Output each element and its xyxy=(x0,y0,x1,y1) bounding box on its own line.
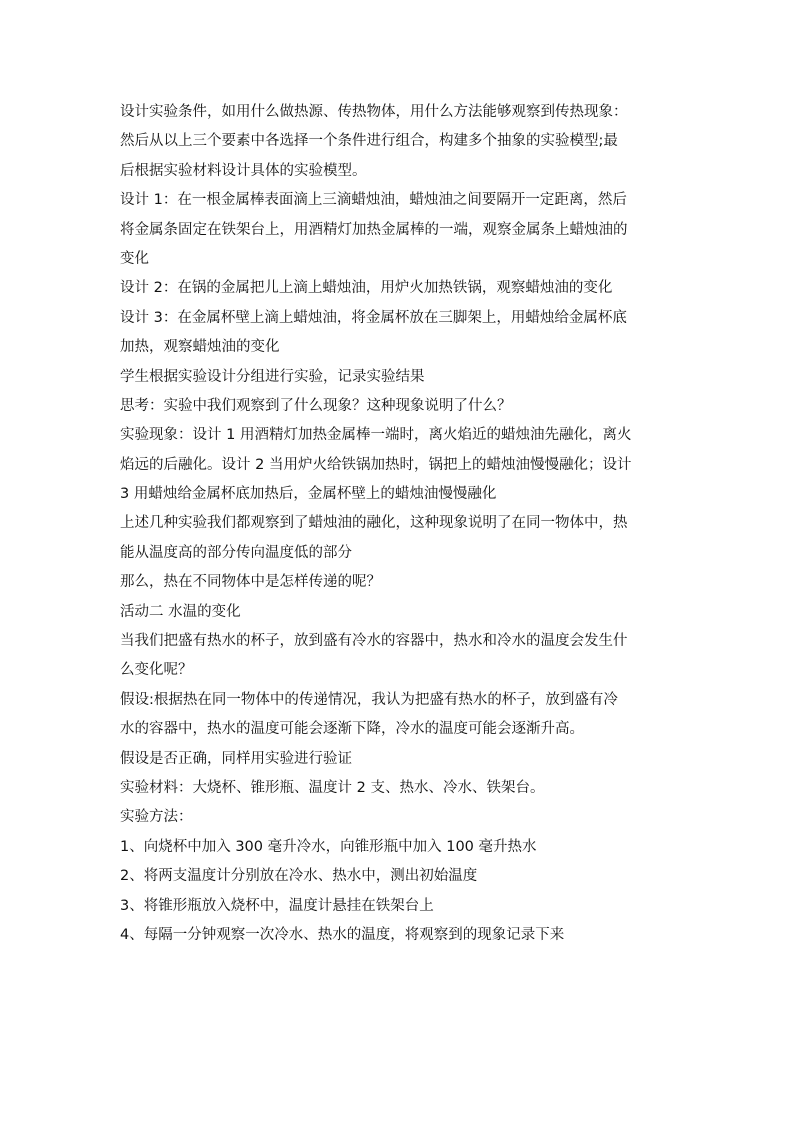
text-line: 后根据实验材料设计具体的实验模型。 xyxy=(120,162,367,179)
list-item: 1、向烧杯中加入 300 毫升冷水，向锥形瓶中加入 100 毫升热水 xyxy=(120,838,537,855)
text-line: 设计实验条件，如用什么做热源、传热物体，用什么方法能够观察到传热现象： xyxy=(120,104,628,120)
text-line: 变化 xyxy=(120,250,149,267)
text-line: 实验材料：大烧杯、锥形瓶、温度计 2 支、热水、冷水、铁架台。 xyxy=(120,779,545,796)
text-line: 能从温度高的部分传向温度低的部分 xyxy=(120,544,352,561)
text-line: 3 用蜡烛给金属杯底加热后，金属杯壁上的蜡烛油慢慢融化 xyxy=(120,486,497,503)
text-line: 将金属条固定在铁架台上，用酒精灯加热金属棒的一端，观察金属条上蜡烛油的 xyxy=(120,221,628,238)
text-line: 当我们把盛有热水的杯子，放到盛有冷水的容器中，热水和冷水的温度会发生什 xyxy=(120,633,628,650)
document-body xyxy=(120,98,680,950)
text-line: 设计 3：在金属杯壁上滴上蜡烛油，将金属杯放在三脚架上，用蜡烛给金属杯底 xyxy=(120,309,627,326)
text-line: 假设是否正确，同样用实验进行验证 xyxy=(120,750,352,767)
text-line: 实验现象：设计 1 用酒精灯加热金属棒一端时，离火焰近的蜡烛油先融化，离火 xyxy=(120,427,632,444)
text-line: 设计 1：在一根金属棒表面滴上三滴蜡烛油，蜡烛油之间要隔开一定距离，然后 xyxy=(120,192,627,209)
text-line: 加热，观察蜡烛油的变化 xyxy=(120,339,280,356)
section-heading: 活动二 水温的变化 xyxy=(120,603,241,620)
text-line: 焰远的后融化。设计 2 当用炉火给铁锅加热时，锅把上的蜡烛油慢慢融化；设计 xyxy=(120,456,632,473)
text-line: 么变化呢？ xyxy=(120,662,193,679)
text-line: 假设:根据热在同一物体中的传递情况，我认为把盛有热水的杯子，放到盛有冷 xyxy=(120,691,618,708)
list-item: 3、将锥形瓶放入烧杯中，温度计悬挂在铁架台上 xyxy=(120,897,434,914)
text-line: 设计 2：在锅的金属把儿上滴上蜡烛油，用炉火加热铁锅，观察蜡烛油的变化 xyxy=(120,280,613,297)
list-item: 2、将两支温度计分别放在冷水、热水中，测出初始温度 xyxy=(120,868,478,885)
text-line: 水的容器中，热水的温度可能会逐渐下降，冷水的温度可能会逐渐升高。 xyxy=(120,721,584,738)
text-line: 然后从以上三个要素中各选择一个条件进行组合，构建多个抽象的实验模型;最 xyxy=(120,133,618,150)
text-line: 实验方法： xyxy=(120,809,193,826)
list-item: 4、每隔一分钟观察一次冷水、热水的温度，将观察到的现象记录下来 xyxy=(120,926,565,943)
text-line: 上述几种实验我们都观察到了蜡烛油的融化，这种现象说明了在同一物体中，热 xyxy=(120,515,628,532)
text-line: 那么，热在不同物体中是怎样传递的呢？ xyxy=(120,574,381,591)
text-line: 思考：实验中我们观察到了什么现象？这种现象说明了什么？ xyxy=(120,397,512,414)
text-line: 学生根据实验设计分组进行实验，记录实验结果 xyxy=(120,368,425,385)
